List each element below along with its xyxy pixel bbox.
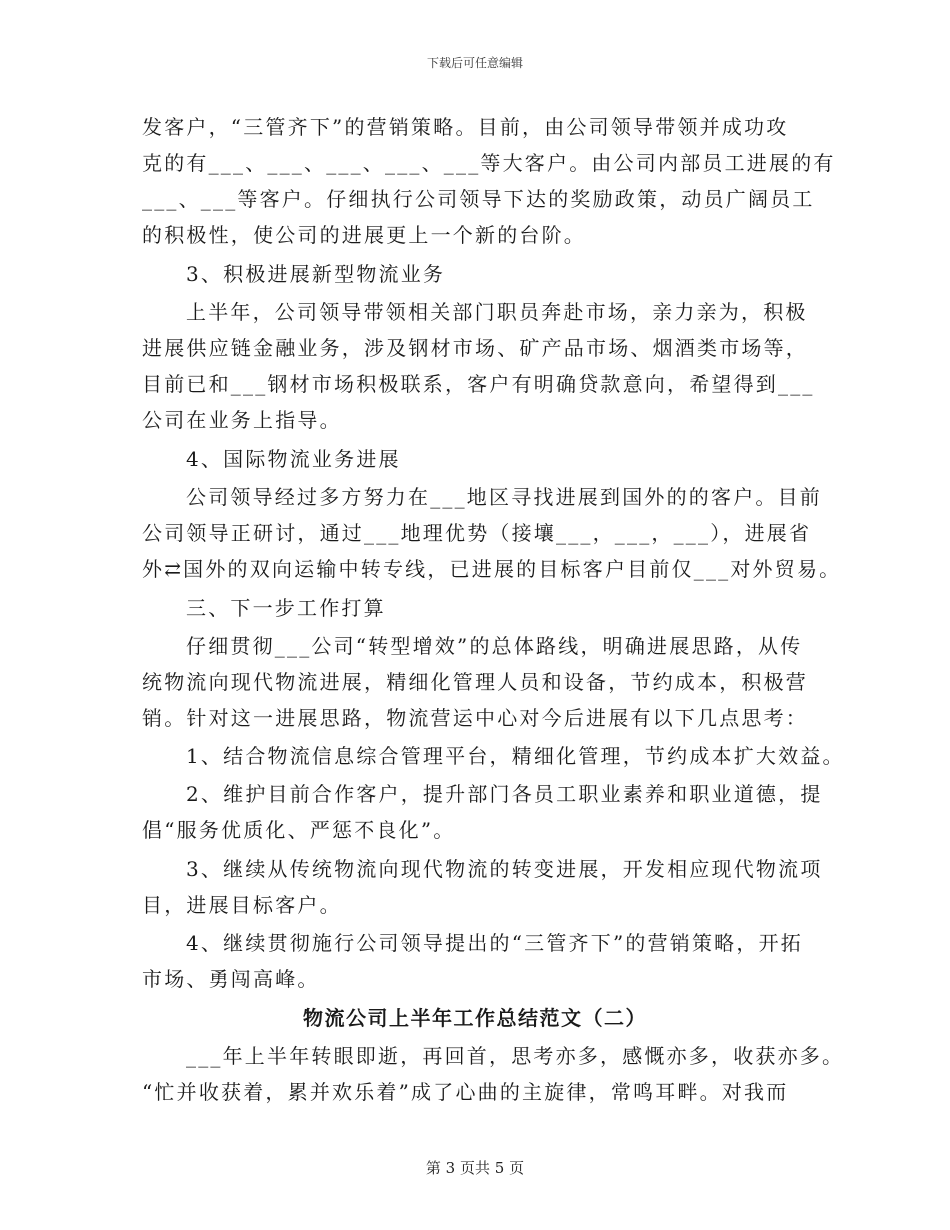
page-header: 下载后可任意编辑 <box>426 56 523 70</box>
paragraph-line: 公司领导经过多方努力在___地区寻找进展到国外的的客户。目前 <box>186 485 822 509</box>
paragraph-line: 公司在业务上指导。 <box>142 408 342 432</box>
paragraph-line: 的积极性，使公司的进展更上一个新的台阶。 <box>142 223 586 247</box>
paragraph-line: 外⇄国外的双向运输中转专线，已进展的目标客户目前仅___对外贸易。 <box>142 557 842 581</box>
list-item: 2、维护目前合作客户，提升部门各员工职业素养和职业道德，提 <box>186 782 823 806</box>
list-item: 1、结合物流信息综合管理平台，精细化管理，节约成本扩大效益。 <box>186 744 845 768</box>
paragraph-line: 公司领导正研讨，通过___地理优势（接壤___，___，___），进展省 <box>142 521 812 545</box>
paragraph-line: 销。针对这一进展思路，物流营运中心对今后进展有以下几点思考： <box>142 706 808 730</box>
paragraph-line: “忙并收获着，累并欢乐着”成了心曲的主旋律，常鸣耳畔。对我而 <box>142 1080 789 1104</box>
paragraph-line: 仔细贯彻___公司“转型增效”的总体路线，明确进展思路，从传 <box>186 634 803 658</box>
paragraph-line: 目前已和___钢材市场积极联系，客户有明确贷款意向，希望得到___ <box>142 372 815 396</box>
paragraph-line: 上半年，公司领导带领相关部门职员奔赴市场，亲力亲为，积极 <box>186 300 808 324</box>
paragraph-line: 目，进展目标客户。 <box>142 893 342 917</box>
page-footer: 第 3 页共 5 页 <box>425 1159 525 1177</box>
paragraph-line: 发客户，“三管齐下”的营销策略。目前，由公司领导带领并成功攻 <box>142 115 789 139</box>
section-title: 物流公司上半年工作总结范文（二） <box>303 1006 647 1030</box>
paragraph-line: 倡“服务优质化、严惩不良化”。 <box>142 818 456 842</box>
list-item: 4、继续贯彻施行公司领导提出的“三管齐下”的营销策略，开拓 <box>186 931 803 955</box>
paragraph-line: ___、___等客户。仔细执行公司领导下达的奖励政策，动员广阔员工 <box>142 187 815 211</box>
paragraph-line: 统物流向现代物流进展，精细化管理人员和设备，节约成本，积极营 <box>142 670 808 694</box>
paragraph-line: 市场、勇闯高峰。 <box>142 967 320 991</box>
paragraph-line: 进展供应链金融业务，涉及钢材市场、矿产品市场、烟酒类市场等， <box>142 336 808 360</box>
subheading: 3、积极进展新型物流业务 <box>186 262 446 286</box>
subheading: 4、国际物流业务进展 <box>186 447 401 471</box>
paragraph-line: ___年上半年转眼即逝，再回首，思考亦多，感慨亦多，收获亦多。 <box>186 1044 845 1068</box>
paragraph-line: 克的有___、___、___、___、___等大客户。由公司内部员工进展的有 <box>142 151 836 175</box>
list-item: 3、继续从传统物流向现代物流的转变进展，开发相应现代物流项 <box>186 857 823 881</box>
section-heading: 三、下一步工作打算 <box>186 596 386 620</box>
